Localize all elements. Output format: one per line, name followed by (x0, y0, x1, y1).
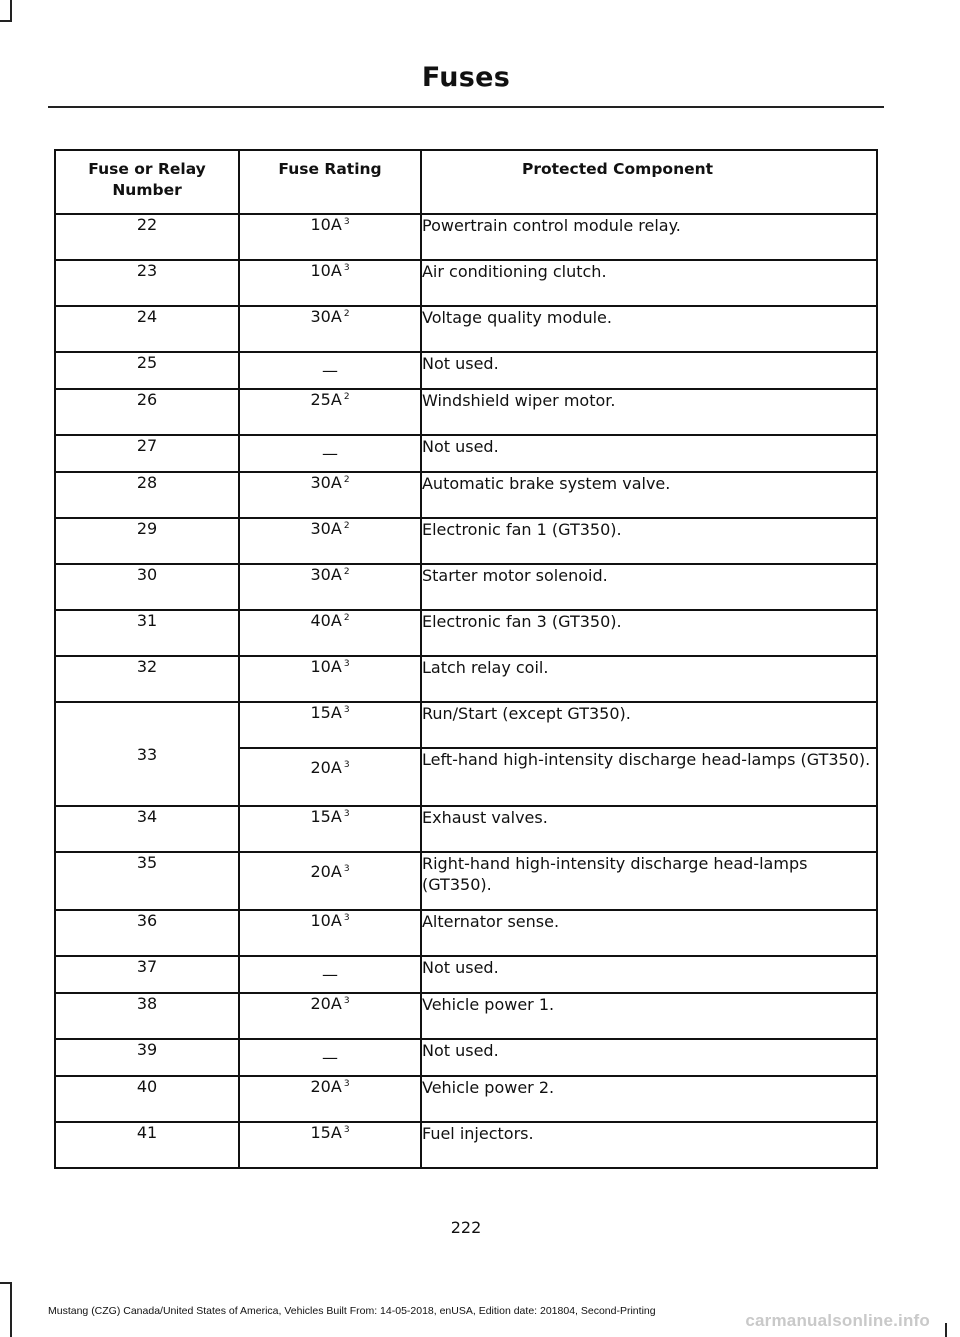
footnote-marker: 3 (343, 995, 350, 1006)
fuse-number: 40 (55, 1076, 239, 1122)
header-fuse-rating: Fuse Rating (239, 150, 421, 214)
footnote-marker: 3 (343, 759, 350, 770)
fuse-number: 25 (55, 352, 239, 389)
footnote-marker: 2 (343, 391, 350, 402)
fuse-rating: 20A $^3$ (239, 1076, 421, 1122)
table-row (55, 956, 877, 993)
fuse-rating: 30A $^2$ (239, 564, 421, 610)
table-row (55, 1039, 877, 1076)
table-row (55, 306, 877, 352)
protected-component: Left-hand high-intensity discharge head-lamps (GT350). (421, 748, 877, 806)
footnote-marker: 3 (343, 216, 350, 227)
protected-component: Voltage quality module. (421, 306, 877, 352)
fuse-rating: 30A $^2$ (239, 518, 421, 564)
table-row (55, 260, 877, 306)
protected-component: Powertrain control module relay. (421, 214, 877, 260)
page-title: Fuses (421, 62, 511, 93)
fuse-number: 29 (55, 518, 239, 564)
fuse-rating: — (239, 352, 421, 389)
fuse-number: 23 (55, 260, 239, 306)
protected-component: Exhaust valves. (421, 806, 877, 852)
fuse-rating: 15A $^3$ (239, 702, 421, 748)
footnote-marker: 2 (343, 520, 350, 531)
crop-mark-bottom-left-v (10, 1282, 12, 1337)
fuse-number: 41 (55, 1122, 239, 1168)
footnote-marker: 3 (343, 863, 350, 874)
fuse-rating: — (239, 435, 421, 472)
fuse-rating: 30A $^2$ (239, 472, 421, 518)
table-row (55, 993, 877, 1039)
protected-component: Air conditioning clutch. (421, 260, 877, 306)
header-fuse-number: Fuse or Relay Number (55, 150, 239, 214)
footnote-marker: 3 (343, 1078, 350, 1089)
table-row (55, 352, 877, 389)
fuse-number: 34 (55, 806, 239, 852)
fuse-number: 36 (55, 910, 239, 956)
protected-component: Alternator sense. (421, 910, 877, 956)
fuse-rating: 10A $^3$ (239, 260, 421, 306)
fuse-number: 31 (55, 610, 239, 656)
fuse-rating: 10A $^3$ (239, 656, 421, 702)
fuse-rating: 20A $^3$ (239, 852, 421, 910)
protected-component: Vehicle power 1. (421, 993, 877, 1039)
table-row (55, 472, 877, 518)
footnote-marker: 3 (343, 262, 350, 273)
fuse-number: 37 (55, 956, 239, 993)
protected-component: Right-hand high-intensity discharge head-lamps (GT350). (421, 852, 877, 910)
fuse-number: 35 (55, 852, 239, 910)
protected-component: Run/Start (except GT350). (421, 702, 877, 748)
protected-component: Windshield wiper motor. (421, 389, 877, 435)
table-row (55, 1122, 877, 1168)
fuse-rating: 25A $^2$ (239, 389, 421, 435)
protected-component: Electronic fan 3 (GT350). (421, 610, 877, 656)
table-row (55, 214, 877, 260)
footnote-marker: 2 (343, 612, 350, 623)
crop-mark-top-left-v (10, 0, 12, 22)
fuse-number: 38 (55, 993, 239, 1039)
fuse-table (54, 149, 878, 1169)
table-row (55, 910, 877, 956)
header-protected-component: Protected Component (421, 150, 877, 214)
fuse-rating: 15A $^3$ (239, 806, 421, 852)
table-row (55, 389, 877, 435)
crop-mark-bottom-left-h (0, 1282, 12, 1284)
table-row (55, 1076, 877, 1122)
fuse-number: 26 (55, 389, 239, 435)
fuse-number: 22 (55, 214, 239, 260)
protected-component: Not used. (421, 956, 877, 993)
table-row (55, 610, 877, 656)
fuse-rating: — (239, 956, 421, 993)
protected-component: Fuel injectors. (421, 1122, 877, 1168)
footnote-marker: 3 (343, 808, 350, 819)
table-row (55, 806, 877, 852)
footnote-marker: 3 (343, 704, 350, 715)
fuse-rating: 10A $^3$ (239, 214, 421, 260)
crop-mark-bottom-right-v (945, 1323, 947, 1337)
protected-component: Automatic brake system valve. (421, 472, 877, 518)
fuse-number: 32 (55, 656, 239, 702)
footnote-marker: 2 (343, 474, 350, 485)
protected-component: Electronic fan 1 (GT350). (421, 518, 877, 564)
footnote-marker: 3 (343, 912, 350, 923)
title-rule (48, 106, 884, 108)
fuse-rating: 20A $^3$ (239, 748, 421, 806)
footnote-marker: 2 (343, 308, 350, 319)
table-row (55, 518, 877, 564)
page-number: 222 (450, 1218, 482, 1237)
table-row (55, 852, 877, 910)
fuse-number: 30 (55, 564, 239, 610)
footer-edition-info: Mustang (CZG) Canada/United States of America, Vehicles Built From: 14-05-2018, enUSA, Edition date: 201804, Second-Printing (48, 1305, 656, 1317)
fuse-rating: 20A $^3$ (239, 993, 421, 1039)
protected-component: Not used. (421, 435, 877, 472)
table-row (55, 564, 877, 610)
fuse-rating: 40A $^2$ (239, 610, 421, 656)
table-header-row (55, 150, 877, 214)
protected-component: Not used. (421, 352, 877, 389)
table-row (55, 656, 877, 702)
fuse-rating: 15A $^3$ (239, 1122, 421, 1168)
fuse-rating: — (239, 1039, 421, 1076)
fuse-number: 33 (55, 702, 239, 806)
protected-component: Vehicle power 2. (421, 1076, 877, 1122)
footnote-marker: 3 (343, 1124, 350, 1135)
footnote-marker: 2 (343, 566, 350, 577)
table-row (55, 702, 877, 748)
watermark: carmanualsonline.info (745, 1311, 930, 1330)
fuse-number: 28 (55, 472, 239, 518)
footnote-marker: 3 (343, 658, 350, 669)
table-row (55, 435, 877, 472)
fuse-rating: 10A $^3$ (239, 910, 421, 956)
crop-mark-top-left-h (0, 20, 12, 22)
protected-component: Not used. (421, 1039, 877, 1076)
fuse-rating: 30A $^2$ (239, 306, 421, 352)
fuse-number: 24 (55, 306, 239, 352)
protected-component: Latch relay coil. (421, 656, 877, 702)
protected-component: Starter motor solenoid. (421, 564, 877, 610)
fuse-number: 39 (55, 1039, 239, 1076)
fuse-number: 27 (55, 435, 239, 472)
